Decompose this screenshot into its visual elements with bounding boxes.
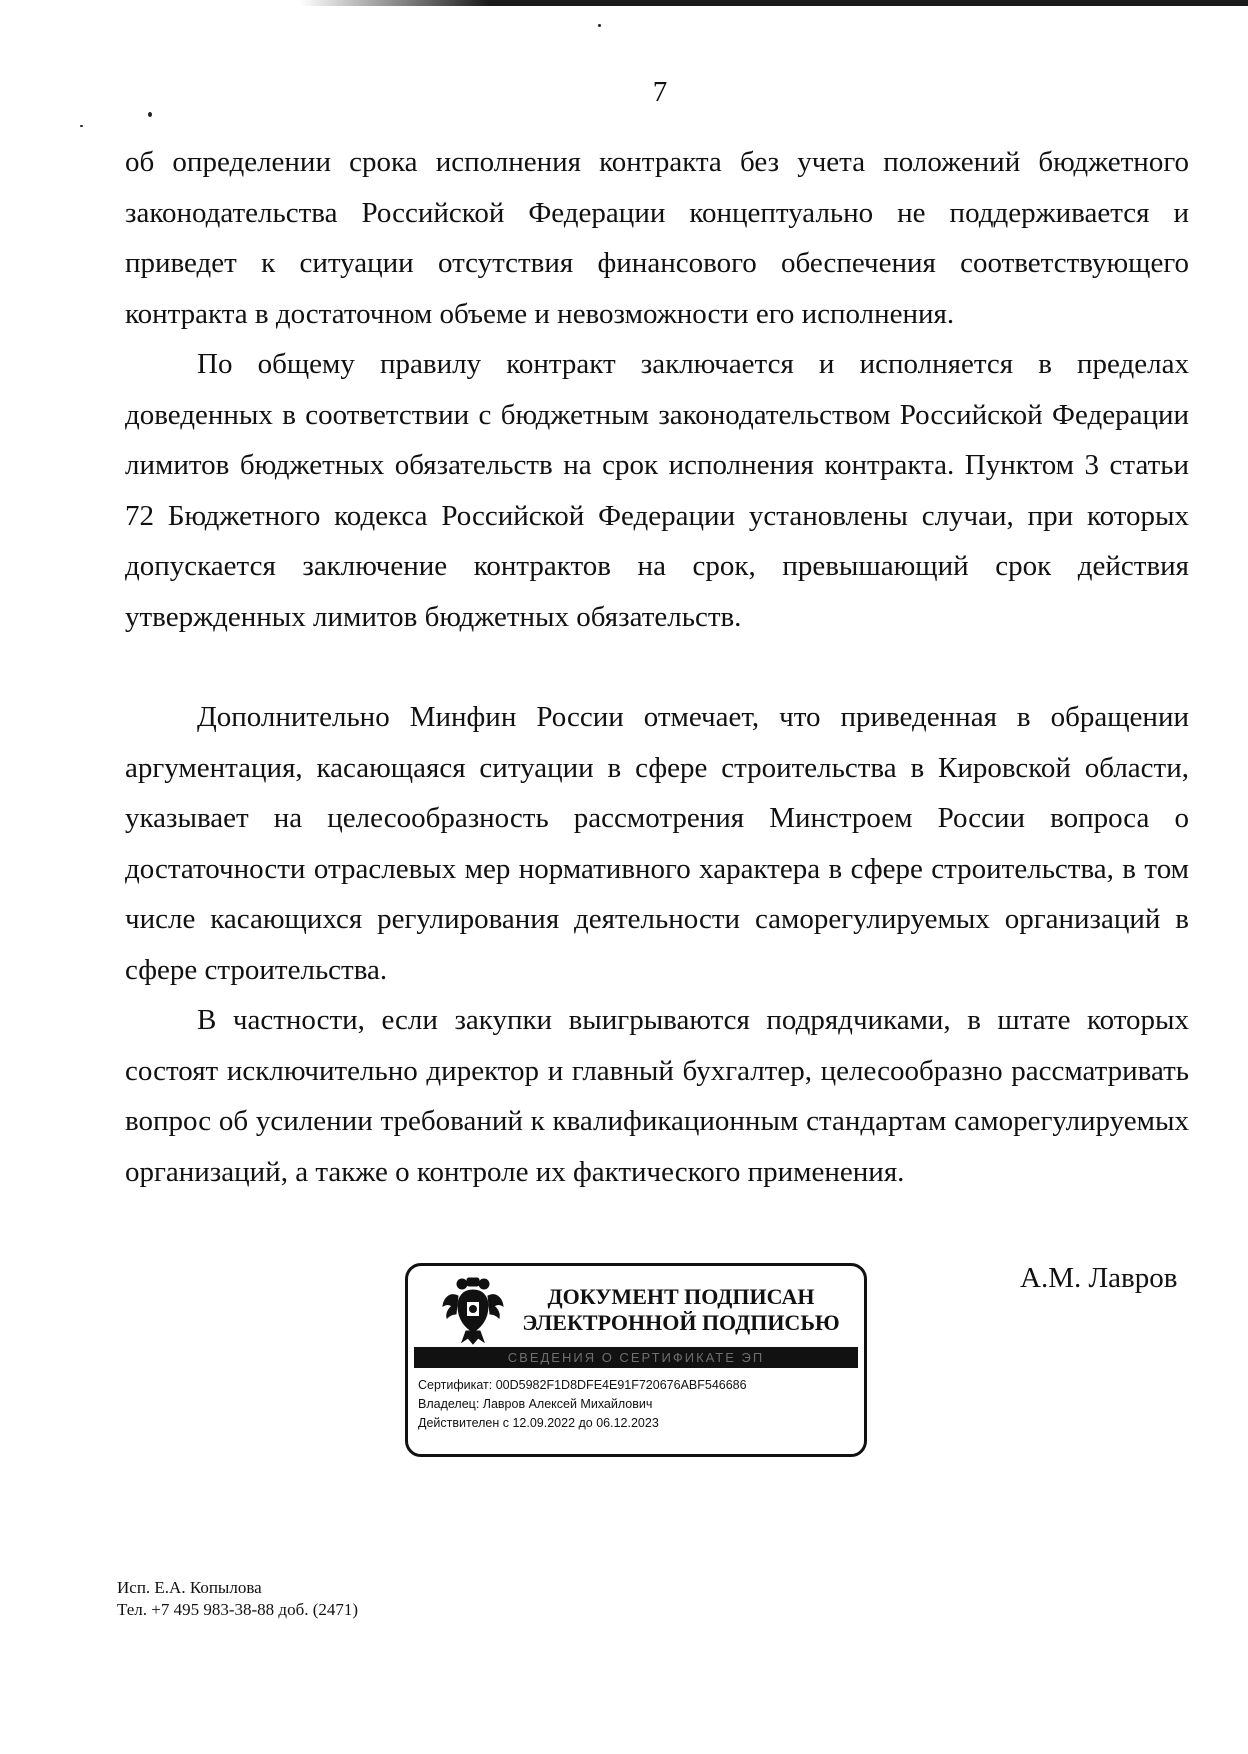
scan-speck	[80, 125, 83, 127]
paragraph-minfin-note: Дополнительно Минфин России отмечает, что приведенная в обращении аргументация, касающаяся ситуации в сфере строительства в Кировской области, указывает на целесообразность рассмотрения Минстроем России вопроса о достаточности отраслевых мер нормативного характера в сфере строительства, в том числе касающихся регулирования деятельности саморегулируемых организаций в сфере строительства.	[125, 701, 1189, 986]
letter-body-part-1	[125, 137, 1189, 642]
certificate-owner: Владелец: Лавров Алексей Михайлович	[418, 1397, 653, 1411]
certificate-validity: Действителен с 12.09.2022 до 06.12.2023	[418, 1416, 659, 1430]
stamp-title-line-1: ДОКУМЕНТ ПОДПИСАН	[547, 1284, 815, 1309]
letter-body-part-2	[125, 692, 1189, 1197]
certificate-info-bar: СВЕДЕНИЯ О СЕРТИФИКАТЕ ЭП	[414, 1347, 858, 1368]
scan-speck	[148, 112, 152, 117]
paragraph-contractors-requirements: В частности, если закупки выигрываются подрядчиками, в штате которых состоят исключительно директор и главный бухгалтер, целесообразно рассматривать вопрос об усилении требований к квалификационным стандартам саморегулируемых организаций, а также о контроле их фактического применения.	[125, 1004, 1189, 1188]
scan-edge-shadow	[300, 0, 1248, 6]
stamp-title	[516, 1284, 846, 1336]
page-number: 7	[652, 76, 668, 108]
electronic-signature-stamp	[405, 1263, 867, 1457]
certificate-number: Сертификат: 00D5982F1D8DFE4E91F720676ABF546686	[418, 1378, 747, 1392]
scan-speck	[598, 24, 601, 27]
stamp-title-line-2: ЭЛЕКТРОННОЙ ПОДПИСЬЮ	[522, 1310, 840, 1335]
russian-coat-of-arms-icon	[440, 1276, 506, 1346]
executor-name: Исп. Е.А. Копылова	[117, 1578, 262, 1597]
executor-phone: Тел. +7 495 983-38-88 доб. (2471)	[117, 1600, 359, 1619]
signer-name: А.М. Лавров	[1020, 1262, 1178, 1294]
paragraph-continuation: об определении срока исполнения контракта без учета положений бюджетного законодательства Российской Федерации концептуально не поддерживается и приведет к ситуации отсутствия финансового обеспечения соответствующего контракта в достаточном объеме и невозможности его исполнения.	[125, 146, 1189, 330]
paragraph-contract-general-rule: По общему правилу контракт заключается и исполняется в пределах доведенных в соответствии с бюджетным законодательством Российской Федерации лимитов бюджетных обязательств на срок исполнения контракта. Пунктом 3 статьи 72 Бюджетного кодекса Российской Федерации установлены случаи, при которых допускается заключение контрактов на срок, превышающий срок действия утвержденных лимитов бюджетных обязательств.	[125, 348, 1189, 633]
